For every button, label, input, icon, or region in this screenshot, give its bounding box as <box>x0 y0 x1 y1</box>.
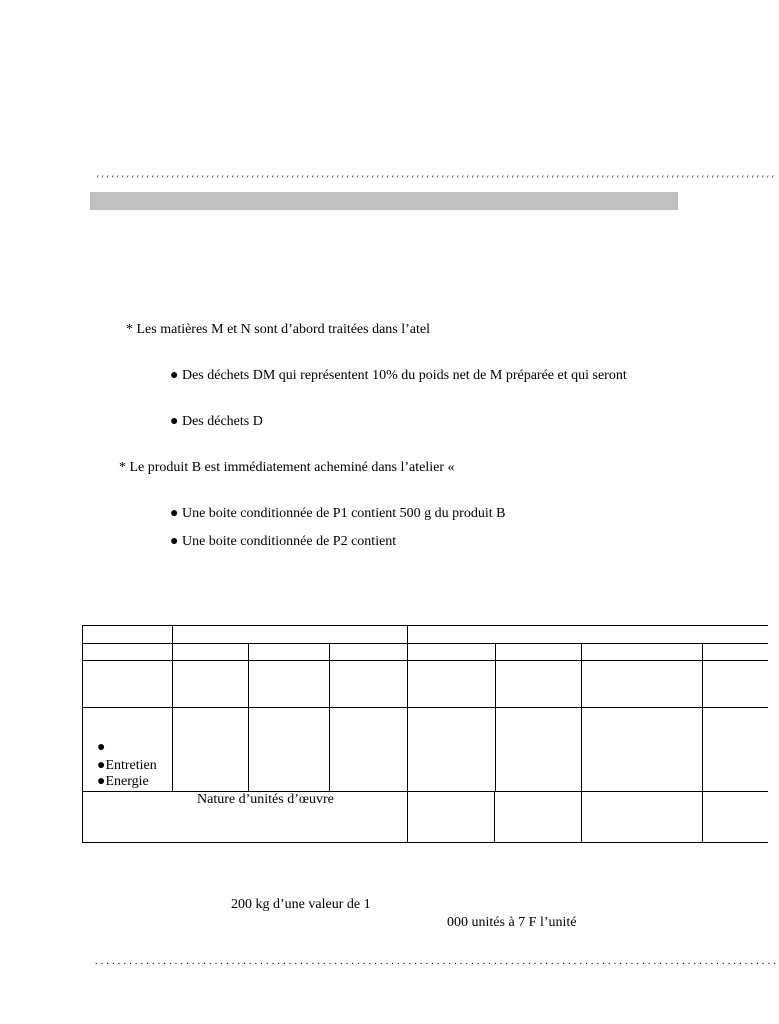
table-row-energie: ●Energie <box>97 774 149 789</box>
bullet-boite-p1: ● Une boite conditionnée de P1 contient 500 g du produit B <box>170 506 506 521</box>
table-nature-unites-label: Nature d’unités d’œuvre <box>197 792 334 807</box>
bullet-dechets-d: ● Des déchets D <box>170 414 263 429</box>
paragraph-produit-b: * Le produit B est immédiatement acheminé dans l’atelier « <box>119 460 455 475</box>
table-row-bullet-empty: ● <box>97 740 106 755</box>
paragraph-matieres: * Les matières M et N sont d’abord traitées dans l’atel <box>126 322 431 337</box>
footer-line-2: 000 unités à 7 F l’unité <box>447 915 577 930</box>
bullet-dechets-dm: ● Des déchets DM qui représentent 10% du poids net de M préparée et qui seront <box>170 368 627 383</box>
footer-line-1: 200 kg d’une valeur de 1 <box>231 897 371 912</box>
top-separator: '''''''''''''''''''''''''''''''''''''''''''''''''''''''''''''''''''''''''''''''''''''''''''''''''''''''''''''''''''''''''''''''''''''''' <box>92 174 779 185</box>
bullet-boite-p2: ● Une boite conditionnée de P2 contient <box>170 534 397 549</box>
bottom-separator: ........................................................................................................................ <box>95 956 779 967</box>
table-row-entretien: ●Entretien <box>97 758 157 773</box>
